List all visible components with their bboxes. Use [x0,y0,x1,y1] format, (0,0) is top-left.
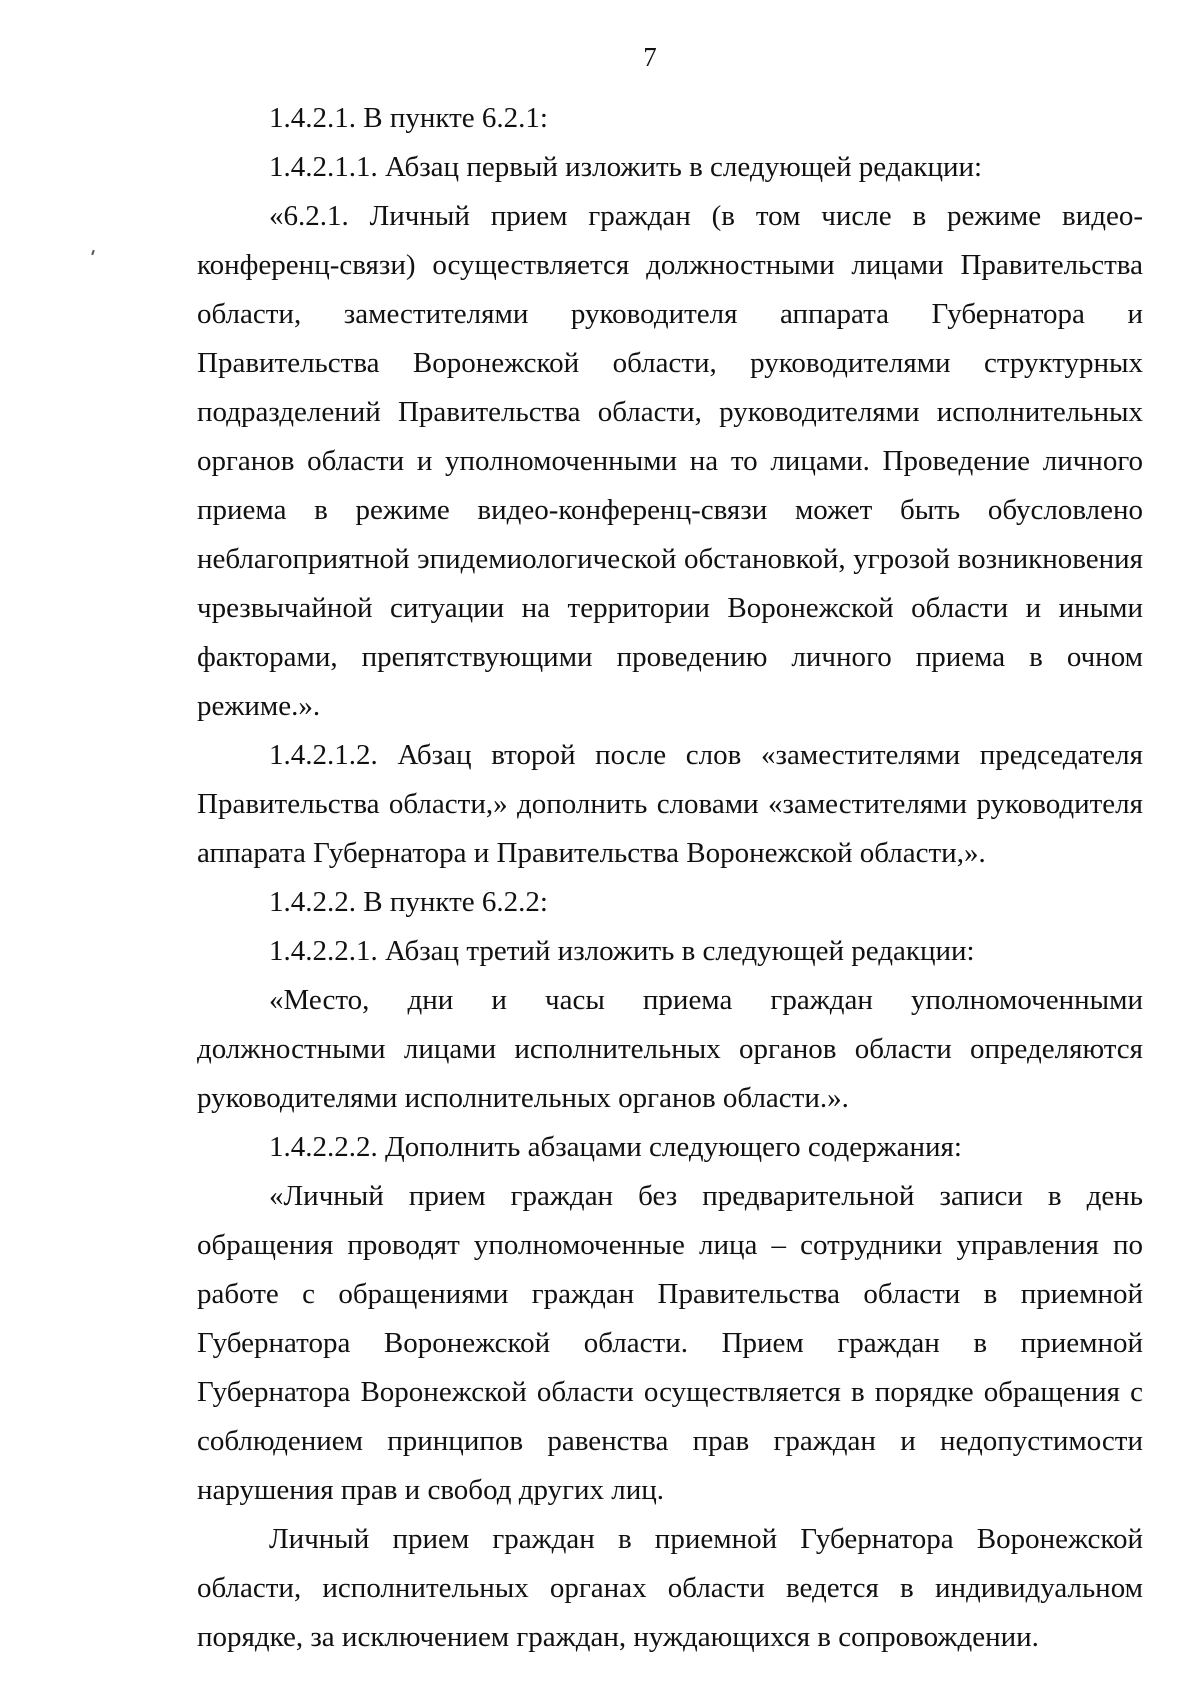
paragraph-1-4-2-1-2: 1.4.2.1.2. Абзац второй после слов «заместителями председателя Правительства области,» дополнить словами «заместителями руководителя аппарата Губернатора и Правительства Воронежской области,». [197,739,1143,869]
paragraph-1-4-2-1-1: 1.4.2.1.1. Абзац первый изложить в следующей редакции: [269,151,983,183]
paragraph-quote-place-days: «Место, дни и часы приема граждан уполномоченными должностными лицами исполнительных органов области определяются руководителями исполнительных органов области.». [197,984,1143,1114]
document-body [197,94,1143,1662]
paragraph-quote-6-2-1: «6.2.1. Личный прием граждан (в том числе в режиме видео-конференц-связи) осуществляется должностными лицами Правительства области, заместителями руководителя аппарата Губернатора и Правительства Воронежской области, руководителями структурных подразделений Правительства области, руководителями исполнительных органов области и уполномоченными на то лицами. Проведение личного приема в режиме видео-конференц-связи может быть обусловлено неблагоприятной эпидемиологической обстановкой, угрозой возникновения чрезвычайной ситуации на территории Воронежской области и иными факторами, препятствующими проведению личного приема в очном режиме.». [197,200,1143,722]
scan-mark [91,250,95,255]
paragraph-1-4-2-2-2: 1.4.2.2.2. Дополнить абзацами следующего содержания: [269,1131,962,1163]
paragraph-1-4-2-2-1: 1.4.2.2.1. Абзац третий изложить в следующей редакции: [269,935,975,967]
page-number: 7 [643,42,657,72]
paragraph-1-4-2-1: 1.4.2.1. В пункте 6.2.1: [269,102,548,134]
paragraph-individual-order: Личный прием граждан в приемной Губернатора Воронежской области, исполнительных органах области ведется в индивидуальном порядке, за исключением граждан, нуждающихся в сопровождении. [197,1523,1143,1653]
paragraph-1-4-2-2: 1.4.2.2. В пункте 6.2.2: [269,886,548,918]
paragraph-quote-personal-reception: «Личный прием граждан без предварительной записи в день обращения проводят уполномоченные лица – сотрудники управления по работе с обращениями граждан Правительства области в приемной Губернатора Воронежской области. Прием граждан в приемной Губернатора Воронежской области осуществляется в порядке обращения с соблюдением принципов равенства прав граждан и недопустимости нарушения прав и свобод других лиц. [197,1180,1143,1506]
